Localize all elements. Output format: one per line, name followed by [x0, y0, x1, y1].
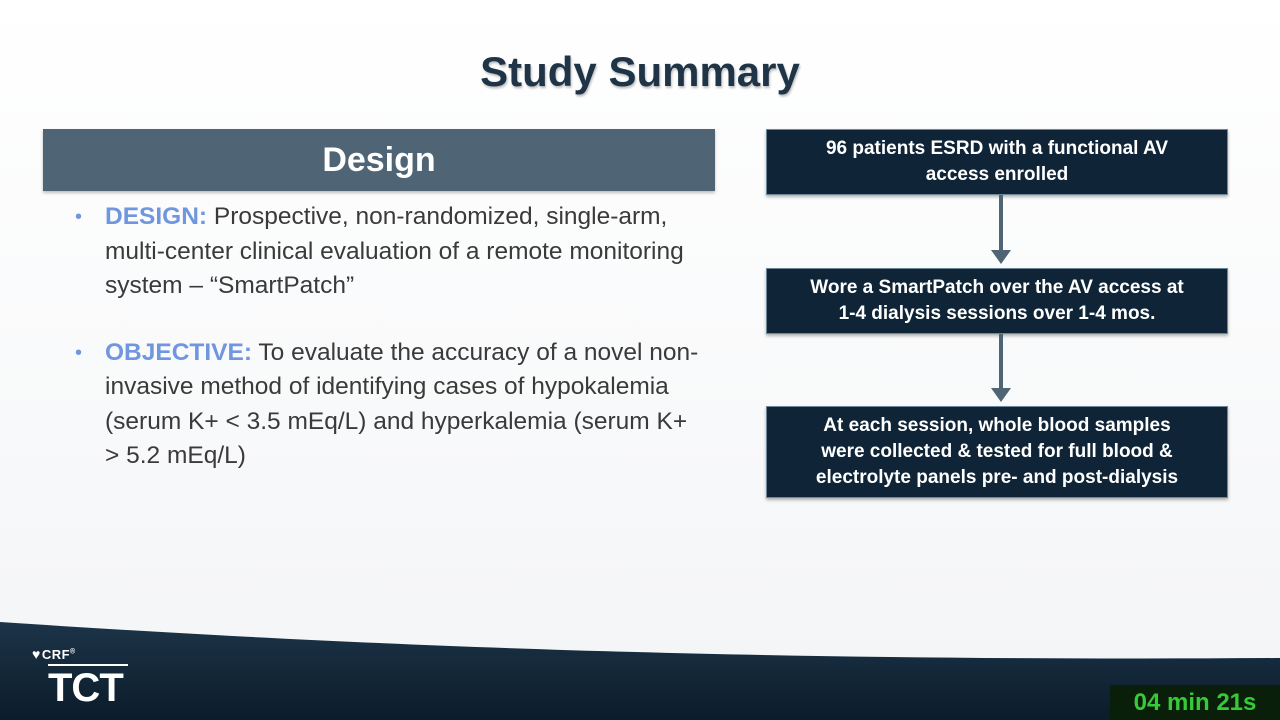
bullet-label: DESIGN:: [105, 203, 208, 230]
tct-logo-text: TCT: [48, 666, 123, 710]
bullet-text: Prospective, non-randomized, single-arm, multi-center clinical evaluation of a remote monitoring system – “SmartPatch”: [105, 203, 684, 299]
flow-arrow-shaft: [999, 334, 1003, 388]
crf-logo-text: ♥CRF®: [32, 646, 76, 662]
flow-step-line: 96 patients ESRD with a functional AV: [825, 138, 1169, 159]
flow-step-smartpatch: [766, 268, 1228, 334]
footer-band: [0, 600, 1280, 720]
flow-step-enrollment: [766, 129, 1228, 195]
flow-step-line: access enrolled: [925, 164, 1069, 185]
flow-step-line: At each session, whole blood samples: [823, 415, 1171, 436]
bullet-dot-icon: •: [75, 206, 83, 228]
design-bullet-list: [75, 200, 705, 506]
design-bullet: [75, 200, 705, 304]
flow-step-blood-samples: [766, 406, 1228, 498]
flow-step-line: Wore a SmartPatch over the AV access at: [810, 277, 1184, 298]
slide-title: Study Summary: [480, 48, 800, 95]
bullet-label: OBJECTIVE:: [105, 338, 253, 366]
flow-step-line: 1-4 dialysis sessions over 1-4 mos.: [838, 303, 1156, 324]
bullet-dot-icon: •: [75, 341, 83, 364]
countdown-timer: 04 min 21s: [1110, 685, 1280, 720]
arrow-down-icon: [991, 250, 1011, 264]
bullet-text: To evaluate the accuracy of a novel non-invasive method of identifying cases of hypokalemia (serum K+ < 3.5 mEq/L) and hyperkalemia (serum K+ > 5.2 mEq/L): [105, 338, 699, 469]
flow-step-line: were collected & tested for full blood &: [821, 441, 1173, 462]
flow-arrow-shaft: [999, 195, 1003, 250]
objective-bullet: [75, 336, 705, 474]
heart-icon: ♥: [32, 646, 41, 662]
arrow-down-icon: [991, 388, 1011, 402]
flow-step-line: electrolyte panels pre- and post-dialysis: [815, 467, 1179, 488]
design-header: Design: [43, 129, 715, 191]
